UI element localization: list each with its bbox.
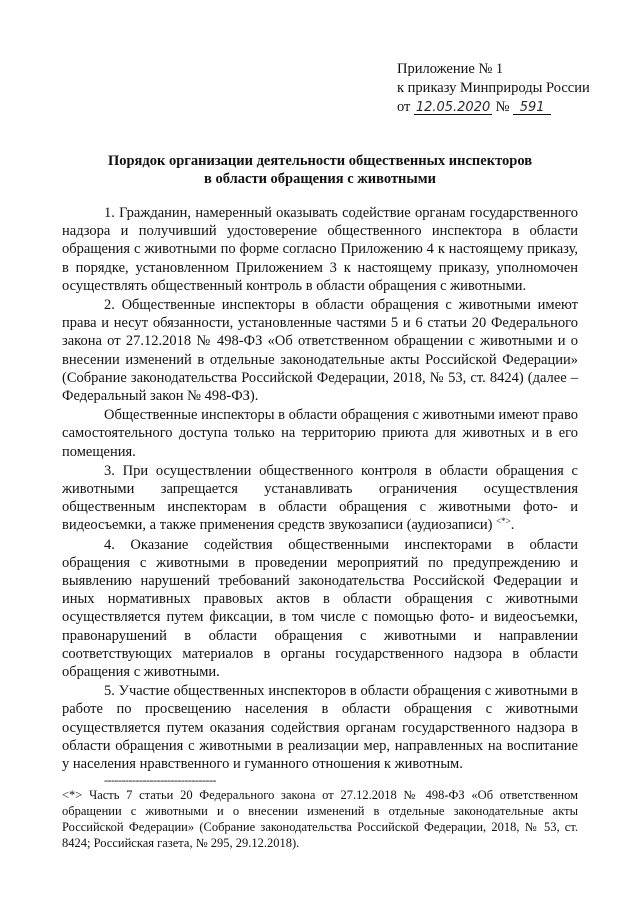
- paragraph-4: 4. Оказание содействия общественными инспекторами в области обращения с животными в проведении мероприятий по предупреждению и выявлению нарушений требований законодательства Российской Федерации и иных нормативных правовых актов в области обращения с животными осуществляется путем фиксации, в том числе с помощью фото- и видеосъемки, правонарушений в области обращения с животными и направлении соответствующих материалов в органы государственного надзора в области обращения с животными.: [62, 536, 578, 681]
- handwritten-order-number: 591: [513, 101, 551, 115]
- title-line-1: Порядок организации деятельности общественных инспекторов: [107, 153, 533, 169]
- paragraph-3: [62, 462, 578, 535]
- paragraph-2-continuation: Общественные инспекторы в области обращения с животными имеют право самостоятельного доступа только на территорию приюта для животных и в его помещения.: [62, 407, 578, 460]
- paragraph-3-end: .: [510, 517, 515, 534]
- appendix-number: Приложение № 1: [397, 61, 504, 77]
- paragraph-3-text: 3. При осуществлении общественного контроля в области обращения с животными запрещается устанавливать ограничения осуществления общественным инспекторам в области обращения с животными фото- и видеосъемки, а также применения средств звукозаписи (аудиозаписи): [62, 462, 578, 534]
- footnote-marker: <*>: [496, 516, 511, 527]
- number-label: №: [495, 99, 510, 115]
- document-body: [62, 204, 578, 773]
- approval-block: [397, 60, 590, 117]
- paragraph-5: 5. Участие общественных инспекторов в области обращения с животными в работе по просвещению населения в области обращения с животными осуществляется путем оказания содействия органам государственного надзора в области обращения с животными в реализации мер, направленных на воспитание у населения нравственного и гуманного отношения к животным.: [62, 683, 578, 773]
- date-prefix: от: [397, 99, 411, 115]
- paragraph-1: 1. Гражданин, намеренный оказывать содействие органам государственного надзора и получивший удостоверение общественного инспектора в области обращения с животными по форме согласно Приложению 4 к настоящему приказу, в порядке, установленном Приложением 3 к настоящему приказу, уполномочен осуществлять общественный контроль в области обращения с животными.: [62, 205, 578, 294]
- document-title: [62, 152, 578, 188]
- footnote: <*> Часть 7 статьи 20 Федерального закона от 27.12.2018 № 498-ФЗ «Об ответственном обращении с животными и о внесении изменений в отдельные законодательные акты Российской Федерации» (Собрание законодательства Российской Федерации, 2018, № 53, ст. 8424; Российская газета, № 295, 29.12.2018).: [62, 788, 578, 850]
- order-date-line: [397, 98, 590, 117]
- footnote-separator: --------------------------------: [104, 773, 216, 787]
- handwritten-date: 12.05.2020: [415, 100, 491, 115]
- title-line-2: в области обращения с животными: [204, 171, 436, 187]
- order-reference: к приказу Минприроды России: [397, 80, 590, 96]
- paragraph-2: 2. Общественные инспекторы в области обращения с животными имеют права и несут обязанности, установленные частями 5 и 6 статьи 20 Федерального закона от 27.12.2018 № 498-ФЗ «Об ответственном обращении с животными и о внесении изменений в отдельные законодательные акты Российской Федерации» (Собрание законодательства Российской Федерации, 2018, № 53, ст. 8424) (далее – Федеральный закон № 498-ФЗ).: [62, 297, 578, 405]
